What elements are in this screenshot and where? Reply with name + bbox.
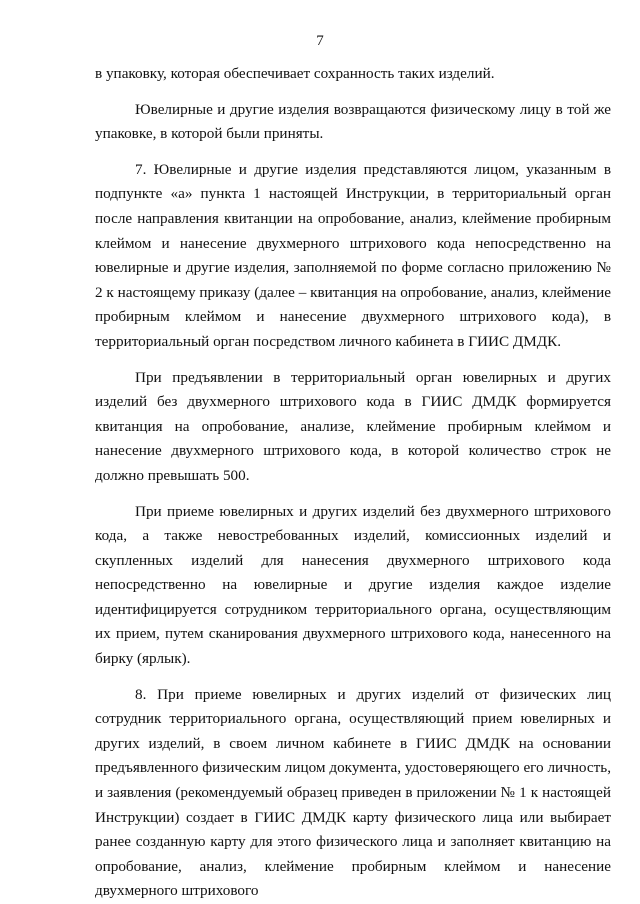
paragraph-identification: При приеме ювелирных и других изделий без двухмерного штрихового кода, а также невостребованных изделий, комиссионных изделий и скупленных изделий для нанесения двухмерного штрихового кода непосредственно на ювелирные и другие изделия каждое изделие идентифицируется сотрудником территориального органа, осуществляющим их прием, путем сканирования двухмерного штрихового кода, нанесенного на бирку (ярлык). (95, 502, 611, 668)
paragraph-continuation: в упаковку, которая обеспечивает сохранность таких изделий. (95, 65, 495, 82)
paragraph-return-packaging: Ювелирные и другие изделия возвращаются физическому лицу в той же упаковке, в которой были приняты. (95, 100, 611, 143)
paragraph-item-8: 8. При приеме ювелирных и других изделий от физических лиц сотрудник территориального органа, осуществляющий прием ювелирных и других изделий, в своем личном кабинете в ГИИС ДМДК на основании предъявленного физическим лицом документа, удостоверяющего его личность, и заявления (рекомендуемый образец приведен в приложении № 1 к настоящей Инструкции) создает в ГИИС ДМДК карту физического лица или выбирает ранее созданную карту для этого физического лица и заполняет квитанцию на опробование, анализ, клеймение пробирным клеймом и нанесение двухмерного штрихового (95, 685, 611, 900)
document-body (95, 62, 611, 904)
paragraph-item-7: 7. Ювелирные и другие изделия представляются лицом, указанным в подпункте «а» пункта 1 настоящей Инструкции, в территориальный орган после направления квитанции на опробование, анализ, клеймение пробирным клеймом и нанесение двухмерного штрихового кода непосредственно на ювелирные и другие изделия, заполняемой по форме согласно приложению № 2 к настоящему приказу (далее – квитанция на опробование, анализ, клеймение пробирным клеймом и нанесение двухмерного штрихового кода), в территориальный орган посредством личного кабинета в ГИИС ДМДК. (95, 160, 611, 350)
paragraph-receipt-limit: При предъявлении в территориальный орган ювелирных и других изделий без двухмерного штрихового кода в ГИИС ДМДК формируется квитанция на опробование, анализе, клеймение пробирным клеймом и нанесение двухмерного штрихового кода, в которой количество строк не должно превышать 500. (95, 368, 611, 484)
page-number: 7 (316, 33, 324, 49)
